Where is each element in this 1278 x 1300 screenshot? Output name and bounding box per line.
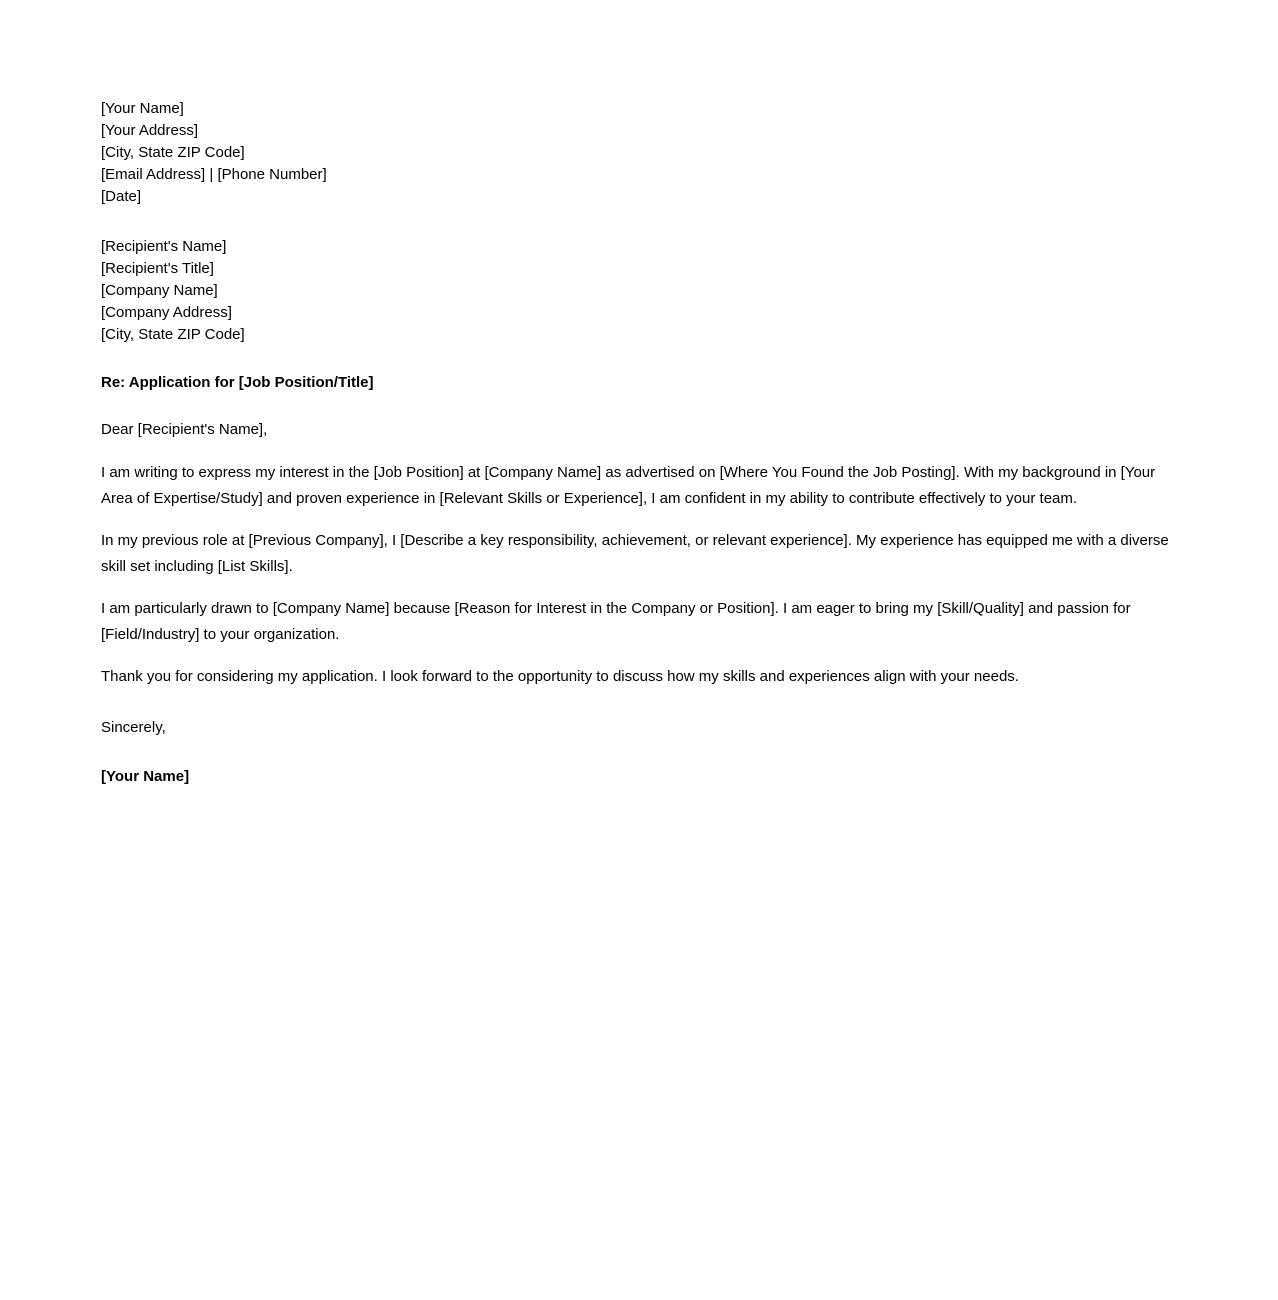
body-paragraph-2: In my previous role at [Previous Company], I [Describe a key responsibility, achievement, or relevant experience]. My experience has equipped me with a diverse skill set including [List Skills].: [101, 532, 1169, 575]
sender-name: [Your Name]: [101, 100, 184, 117]
sender-street-address: [Your Address]: [101, 122, 199, 139]
spacer-after-salutation: [101, 441, 1180, 460]
spacer-after-recipient-block: [101, 346, 1180, 372]
recipient-company-name: [Company Name]: [101, 282, 218, 299]
cover-letter-body: [101, 98, 1180, 788]
spacer-between-paragraphs-1-2: [101, 512, 1180, 528]
spacer-after-sender-block: [101, 208, 1180, 236]
body-paragraph-4: Thank you for considering my application. I look forward to the opportunity to discuss how my skills and experiences align with your needs.: [101, 668, 1019, 685]
sender-email-phone: [Email Address] | [Phone Number]: [101, 166, 327, 183]
spacer-before-signature: [101, 739, 1180, 766]
signature-name: [Your Name]: [101, 768, 190, 785]
recipient-address-block: [101, 236, 1180, 346]
spacer-before-closing: [101, 690, 1180, 717]
sender-city-state-zip: [City, State ZIP Code]: [101, 144, 245, 161]
subject-line: Re: Application for [Job Position/Title]: [101, 374, 374, 391]
spacer-after-subject: [101, 394, 1180, 419]
recipient-title: [Recipient's Title]: [101, 260, 214, 277]
closing-line: Sincerely,: [101, 719, 166, 736]
recipient-company-address: [Company Address]: [101, 304, 232, 321]
spacer-between-paragraphs-3-4: [101, 648, 1180, 664]
spacer-between-paragraphs-2-3: [101, 580, 1180, 596]
recipient-name: [Recipient's Name]: [101, 238, 227, 255]
letter-date: [Date]: [101, 188, 142, 205]
body-paragraph-1: I am writing to express my interest in the [Job Position] at [Company Name] as advertised on [Where You Found the Job Posting]. With my background in [Your Area of Expertise/Study] and proven experience in [Relevant Skills or Experience], I am confident in my ability to contribute effectively to your team.: [101, 464, 1156, 507]
recipient-city-state-zip: [City, State ZIP Code]: [101, 326, 245, 343]
salutation-line: Dear [Recipient's Name],: [101, 421, 268, 438]
body-paragraph-3: I am particularly drawn to [Company Name] because [Reason for Interest in the Company or Position]. I am eager to bring my [Skill/Quality] and passion for [Field/Industry] to your organization.: [101, 600, 1131, 643]
sender-address-block: [101, 98, 1180, 208]
